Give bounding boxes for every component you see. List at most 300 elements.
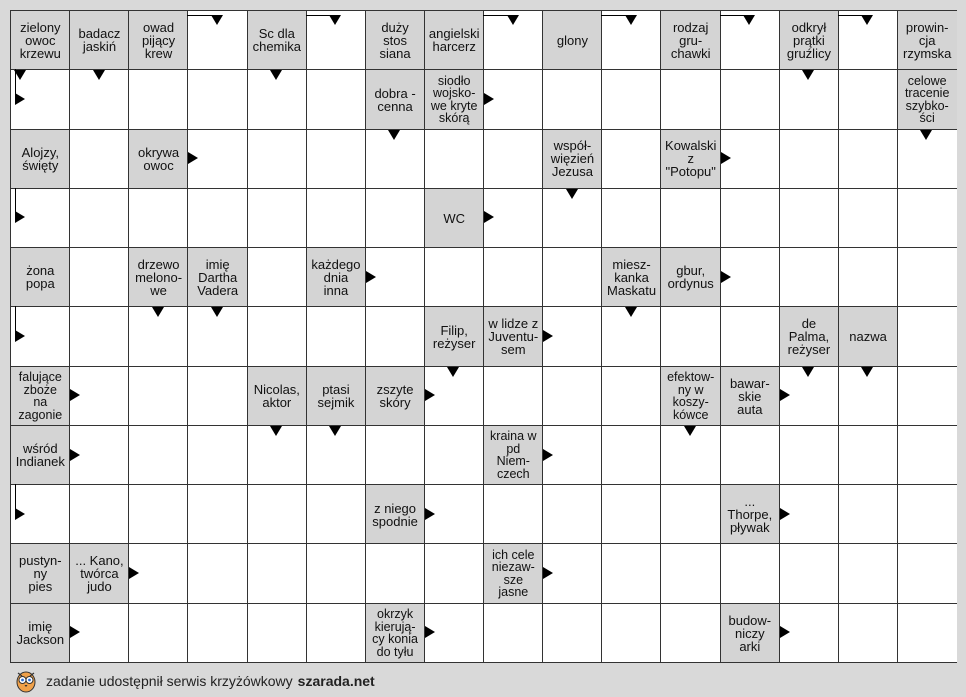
clue-line: gbur, (676, 263, 706, 279)
clue-line: rzymska (902, 45, 952, 61)
answer-cell[interactable] (483, 603, 543, 663)
clue-line: reżyser (787, 342, 831, 358)
answer-cell[interactable] (306, 306, 366, 366)
answer-cell[interactable] (187, 603, 247, 663)
answer-cell[interactable] (128, 425, 188, 485)
answer-cell[interactable] (542, 69, 602, 129)
clue-line: falujące (18, 370, 62, 384)
arrow-down-icon (743, 15, 755, 25)
clue-text (544, 139, 601, 178)
answer-cell[interactable] (601, 188, 661, 248)
clue-cell (779, 306, 839, 366)
answer-cell[interactable] (128, 188, 188, 248)
clue-line: Indianek (15, 454, 65, 470)
answer-cell[interactable] (69, 188, 129, 248)
clue-cell (187, 247, 247, 307)
clue-text (189, 258, 246, 297)
clue-line: nazwa (849, 329, 887, 345)
answer-cell[interactable] (838, 603, 898, 663)
arrow-down-icon (211, 15, 223, 25)
clue-line: skórą (438, 111, 470, 126)
clue-line: na (33, 395, 48, 409)
answer-cell[interactable] (779, 188, 839, 248)
arrow-right-icon (721, 152, 731, 164)
clue-cell (897, 10, 957, 70)
answer-cell[interactable] (897, 247, 957, 307)
hook-line (720, 15, 746, 16)
clue-text (308, 383, 365, 409)
clue-text (899, 21, 956, 60)
clue-line: celowe (907, 73, 947, 88)
clue-cell (424, 69, 484, 129)
clue-line: sze (503, 572, 524, 587)
answer-cell[interactable] (247, 543, 307, 603)
clue-line: wśród (22, 441, 58, 457)
answer-cell[interactable] (483, 129, 543, 189)
clue-text (12, 146, 69, 172)
clue-cell (542, 10, 602, 70)
clue-line: Dartha (198, 269, 238, 285)
clue-cell (69, 543, 129, 603)
clue-cell (424, 10, 484, 70)
clue-line: Jezusa (551, 164, 594, 180)
clue-line: skie (738, 388, 762, 404)
answer-cell[interactable] (660, 603, 720, 663)
clue-line: jaskiń (82, 39, 117, 55)
clue-line: Vadera (197, 282, 239, 298)
clue-line: wojsko- (433, 86, 476, 101)
answer-cell[interactable] (306, 69, 366, 129)
answer-cell[interactable] (542, 247, 602, 307)
answer-cell[interactable] (247, 247, 307, 307)
answer-cell[interactable] (187, 69, 247, 129)
clue-line: auta (737, 401, 763, 417)
clue-text (781, 21, 838, 60)
arrow-right-icon (780, 389, 790, 401)
clue-cell (720, 484, 780, 544)
arrow-right-icon (425, 389, 435, 401)
clue-cell (483, 543, 543, 603)
answer-cell[interactable] (187, 425, 247, 485)
answer-cell[interactable] (365, 425, 425, 485)
clue-text (426, 75, 483, 125)
clue-line: ... (744, 494, 756, 510)
answer-cell[interactable] (542, 484, 602, 544)
answer-cell[interactable] (306, 129, 366, 189)
answer-cell[interactable] (365, 188, 425, 248)
clue-cell (10, 10, 70, 70)
answer-cell[interactable] (542, 366, 602, 426)
answer-cell[interactable] (187, 484, 247, 544)
answer-cell[interactable] (838, 188, 898, 248)
clue-text (308, 258, 365, 297)
clue-line: inna (323, 282, 349, 298)
clue-line: niczy (735, 625, 765, 641)
clue-text (722, 614, 779, 653)
answer-cell[interactable] (897, 366, 957, 426)
clue-line: miesz- (612, 256, 651, 272)
clue-text (249, 27, 306, 53)
clue-text (12, 371, 69, 421)
clue-line: imię (205, 256, 230, 272)
clue-line: pustyn- (18, 553, 62, 569)
answer-cell[interactable] (128, 69, 188, 129)
clue-line: chemika (252, 39, 302, 55)
clue-line: owad (143, 19, 175, 35)
arrow-down-icon (802, 367, 814, 377)
arrow-down-icon (684, 426, 696, 436)
arrow-right-icon (70, 389, 80, 401)
arrow-down-icon (93, 70, 105, 80)
clue-cell (424, 188, 484, 248)
clue-line: "Potopu" (665, 164, 716, 180)
clue-text (130, 146, 187, 172)
clue-line: drzewo (137, 256, 180, 272)
clue-line: do tyłu (376, 644, 414, 659)
clue-cell (660, 10, 720, 70)
answer-cell[interactable] (247, 129, 307, 189)
clue-line: Sc dla (258, 26, 295, 42)
clue-line: gru- (679, 32, 703, 48)
clue-text (485, 549, 542, 599)
clue-line: ści (919, 111, 935, 126)
clue-line: święty (22, 157, 59, 173)
crossword-grid (10, 10, 957, 663)
arrow-right-icon (425, 626, 435, 638)
answer-cell[interactable] (187, 543, 247, 603)
clue-line: judo (87, 579, 112, 595)
arrow-down-icon (566, 189, 578, 199)
clue-cell (128, 129, 188, 189)
clue-line: arki (739, 638, 761, 654)
clue-cell (10, 543, 70, 603)
clue-line: zagonie (18, 407, 63, 422)
answer-cell[interactable] (247, 603, 307, 663)
answer-cell[interactable] (660, 484, 720, 544)
clue-text (603, 258, 660, 297)
clue-line: we (150, 282, 167, 298)
answer-cell[interactable] (424, 543, 484, 603)
footer-text: zadanie udostępnił serwis krzyżówkowy (46, 672, 293, 689)
answer-cell[interactable] (365, 306, 425, 366)
clue-text (662, 21, 719, 60)
hook-line (601, 15, 627, 16)
clue-text (12, 620, 69, 646)
clue-line: reżyser (432, 335, 476, 351)
footer (16, 664, 375, 697)
clue-line: siodło (437, 73, 471, 88)
clue-text (722, 495, 779, 534)
clue-text (840, 330, 897, 343)
clue-cell (10, 129, 70, 189)
answer-cell[interactable] (660, 69, 720, 129)
clue-line: skóry (379, 395, 411, 410)
answer-cell[interactable] (720, 188, 780, 248)
clue-line: pd (506, 441, 521, 456)
clue-cell (424, 306, 484, 366)
answer-cell[interactable] (601, 543, 661, 603)
clue-cell (365, 603, 425, 663)
clue-line: żona (26, 263, 55, 279)
answer-cell[interactable] (424, 129, 484, 189)
clue-line: Maskatu (606, 282, 657, 298)
clue-line: ny w (677, 382, 704, 397)
arrow-down-icon (861, 15, 873, 25)
clue-line: kraina w (490, 429, 537, 444)
answer-cell[interactable] (897, 484, 957, 544)
arrow-right-icon (15, 93, 25, 105)
answer-cell[interactable] (838, 425, 898, 485)
clue-line: kówce (672, 407, 709, 422)
answer-cell[interactable] (660, 306, 720, 366)
clue-line: czech (496, 466, 530, 481)
answer-cell[interactable] (69, 247, 129, 307)
clue-text (12, 21, 69, 60)
clue-text (249, 383, 306, 409)
arrow-right-icon (543, 449, 553, 461)
answer-cell[interactable] (69, 484, 129, 544)
arrow-right-icon (721, 271, 731, 283)
arrow-down-icon (625, 307, 637, 317)
clue-cell (10, 603, 70, 663)
clue-cell (660, 247, 720, 307)
footer-brand-link[interactable]: szarada.net (297, 672, 375, 689)
clue-text (426, 212, 483, 225)
clue-text (367, 87, 424, 113)
arrow-right-icon (366, 271, 376, 283)
answer-cell[interactable] (542, 603, 602, 663)
hook-line (838, 15, 864, 16)
clue-text (71, 554, 128, 593)
clue-text (367, 608, 424, 658)
clue-line: więzień (550, 151, 595, 167)
clue-line: pływak (729, 520, 770, 536)
clue-text (71, 27, 128, 53)
clue-text (662, 371, 719, 421)
clue-cell (10, 366, 70, 426)
clue-line: siana (379, 45, 411, 61)
answer-cell[interactable] (720, 69, 780, 129)
arrow-right-icon (15, 508, 25, 520)
clue-line: Palma, (788, 329, 830, 345)
clue-text (426, 27, 483, 53)
answer-cell[interactable] (660, 188, 720, 248)
arrow-right-icon (780, 508, 790, 520)
answer-cell[interactable] (187, 366, 247, 426)
clue-line: Filip, (440, 322, 468, 338)
clue-line: angielski (428, 26, 480, 42)
clue-cell (365, 10, 425, 70)
answer-cell[interactable] (720, 306, 780, 366)
answer-cell[interactable] (601, 425, 661, 485)
clue-line: rodzaj (672, 19, 709, 35)
clue-cell (720, 366, 780, 426)
answer-cell[interactable] (838, 484, 898, 544)
clue-line: okrzyk (377, 607, 414, 622)
answer-cell[interactable] (247, 188, 307, 248)
clue-line: niezaw- (491, 560, 535, 575)
answer-cell[interactable] (187, 188, 247, 248)
clue-line: Kowalski (665, 138, 717, 154)
arrow-right-icon (484, 211, 494, 223)
clue-cell (365, 69, 425, 129)
answer-cell[interactable] (897, 306, 957, 366)
clue-line: Jackson (16, 632, 65, 648)
answer-cell[interactable] (306, 603, 366, 663)
clue-cell (720, 603, 780, 663)
clue-text (662, 139, 719, 178)
hook-line (15, 188, 16, 214)
clue-line: szybko- (905, 98, 949, 113)
answer-cell[interactable] (128, 366, 188, 426)
answer-cell[interactable] (247, 306, 307, 366)
clue-line: glony (556, 32, 588, 48)
clue-cell (779, 10, 839, 70)
arrow-right-icon (188, 152, 198, 164)
answer-cell[interactable] (720, 543, 780, 603)
answer-cell[interactable] (897, 425, 957, 485)
clue-line: cenna (377, 98, 413, 114)
answer-cell[interactable] (720, 425, 780, 485)
clue-line: dnia (323, 269, 349, 285)
clue-text (426, 324, 483, 350)
clue-cell (128, 10, 188, 70)
clue-text (12, 442, 69, 468)
clue-text (367, 21, 424, 60)
arrow-down-icon (270, 70, 282, 80)
arrow-down-icon (270, 426, 282, 436)
clue-text (899, 75, 956, 125)
answer-cell[interactable] (483, 247, 543, 307)
clue-line: harcerz (432, 39, 476, 55)
clue-text (722, 377, 779, 416)
answer-cell[interactable] (601, 129, 661, 189)
clue-text (130, 21, 187, 60)
answer-cell[interactable] (483, 366, 543, 426)
arrow-right-icon (425, 508, 435, 520)
clue-line: pies (28, 579, 53, 595)
clue-text (12, 554, 69, 593)
clue-line: zboże (23, 382, 57, 397)
clue-line: badacz (78, 26, 121, 42)
answer-cell[interactable] (128, 484, 188, 544)
answer-cell[interactable] (779, 543, 839, 603)
answer-cell[interactable] (306, 543, 366, 603)
clue-line: zszyte (376, 382, 414, 397)
clue-text (367, 502, 424, 528)
clue-line: prowin- (905, 19, 949, 35)
answer-cell[interactable] (897, 543, 957, 603)
answer-cell[interactable] (838, 129, 898, 189)
clue-cell (365, 366, 425, 426)
arrow-right-icon (780, 626, 790, 638)
clue-line: melono- (135, 269, 183, 285)
clue-line: popa (25, 276, 55, 292)
arrow-down-icon (152, 307, 164, 317)
arrow-right-icon (15, 211, 25, 223)
answer-cell[interactable] (897, 603, 957, 663)
answer-cell[interactable] (660, 543, 720, 603)
answer-cell[interactable] (128, 603, 188, 663)
clue-cell (306, 247, 366, 307)
clue-line: aktor (262, 395, 292, 410)
hook-line (483, 15, 509, 16)
answer-cell[interactable] (424, 247, 484, 307)
answer-cell[interactable] (779, 247, 839, 307)
clue-line: Nicolas, (253, 382, 300, 397)
arrow-down-icon (920, 130, 932, 140)
clue-line: efektow- (667, 370, 715, 384)
answer-cell[interactable] (838, 543, 898, 603)
answer-cell[interactable] (601, 603, 661, 663)
arrow-down-icon (388, 130, 400, 140)
clue-line: sem (501, 342, 526, 358)
answer-cell[interactable] (601, 366, 661, 426)
clue-text (544, 34, 601, 47)
clue-cell (247, 366, 307, 426)
answer-cell[interactable] (601, 484, 661, 544)
clue-line: prątki (793, 32, 825, 48)
arrow-down-icon (861, 367, 873, 377)
clue-line: odkrył (791, 19, 827, 35)
clue-line: z (687, 151, 694, 167)
arrow-down-icon (802, 70, 814, 80)
hook-line (15, 306, 16, 332)
clue-line: kanka (614, 269, 649, 285)
answer-cell[interactable] (247, 484, 307, 544)
answer-cell[interactable] (424, 425, 484, 485)
clue-line: sejmik (317, 395, 355, 410)
clue-cell (660, 366, 720, 426)
arrow-right-icon (15, 330, 25, 342)
clue-line: Alojzy, (21, 144, 59, 160)
answer-cell[interactable] (306, 188, 366, 248)
clue-line: koszy- (672, 395, 709, 409)
clue-cell (128, 247, 188, 307)
answer-cell[interactable] (779, 129, 839, 189)
clue-line: stos (383, 32, 407, 48)
answer-cell[interactable] (69, 129, 129, 189)
clue-line: kierują- (374, 619, 416, 634)
clue-cell (838, 306, 898, 366)
clue-line: tracenie (904, 86, 950, 101)
answer-cell[interactable] (69, 306, 129, 366)
clue-line: cja (918, 32, 936, 48)
clue-line: ich cele (492, 547, 535, 562)
clue-text (12, 264, 69, 290)
clue-cell (247, 10, 307, 70)
answer-cell[interactable] (306, 484, 366, 544)
clue-line: ... Kano, (75, 553, 124, 569)
clue-line: dobra - (374, 85, 416, 101)
owl-logo-icon (16, 669, 36, 693)
answer-cell[interactable] (897, 188, 957, 248)
clue-text (485, 430, 542, 480)
clue-cell (601, 247, 661, 307)
clue-line: owoc (143, 157, 174, 173)
answer-cell[interactable] (779, 425, 839, 485)
answer-cell[interactable] (838, 247, 898, 307)
clue-line: z niego (374, 500, 417, 516)
answer-cell[interactable] (365, 543, 425, 603)
clue-line: Thorpe, (727, 507, 773, 523)
answer-cell[interactable] (601, 69, 661, 129)
clue-line: ordynus (667, 276, 714, 292)
answer-cell[interactable] (838, 69, 898, 129)
clue-text (781, 317, 838, 356)
clue-text (130, 258, 187, 297)
answer-cell[interactable] (483, 484, 543, 544)
